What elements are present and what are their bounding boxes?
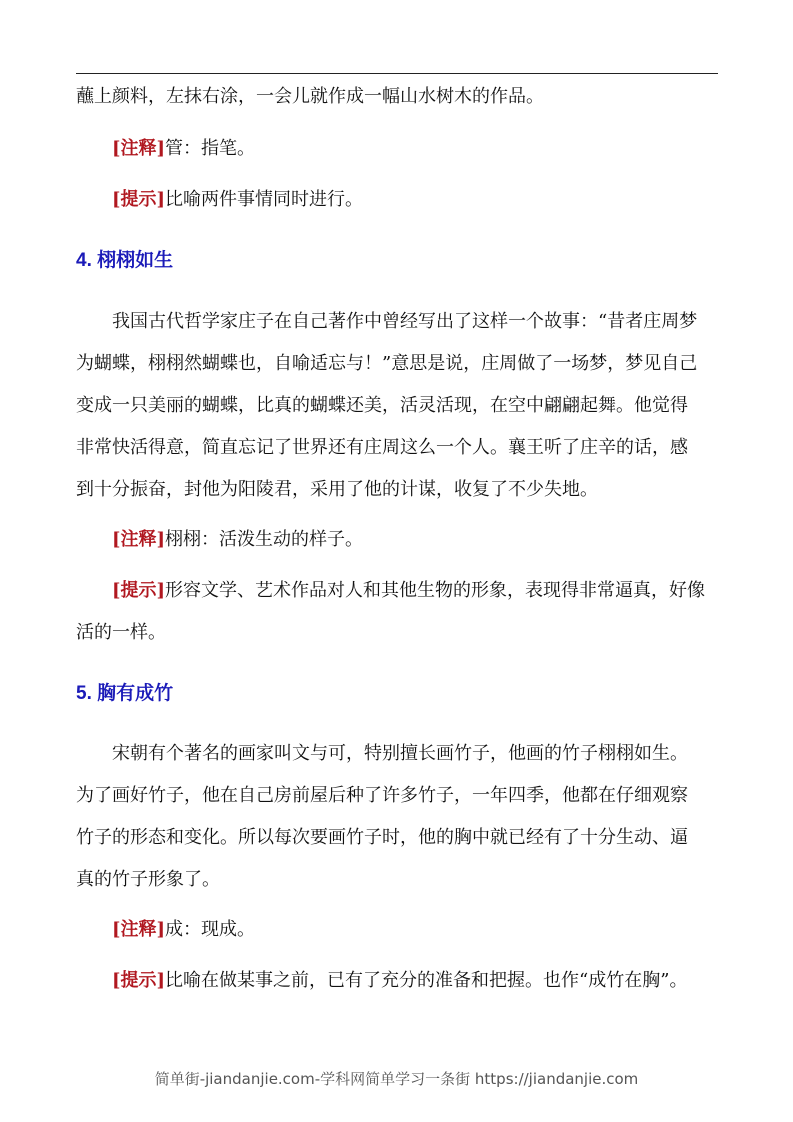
story-line: 真的竹子形象了。 <box>76 869 220 890</box>
hint-paragraph <box>112 969 772 993</box>
hint-tag: [提示] <box>112 580 166 601</box>
story-line: 我国古代哲学家庄子在自己著作中曾经写出了这样一个故事：“昔者庄周梦 <box>112 311 698 332</box>
story-line: 非常快活得意，简直忘记了世界还有庄周这么一个人。襄王听了庄辛的话，感 <box>76 437 688 458</box>
story-line: 变成一只美丽的蝴蝶，比真的蝴蝶还美，活灵活现，在空中翩翩起舞。他觉得 <box>76 395 688 416</box>
note-text: 管：指笔。 <box>165 138 256 159</box>
story-line: 到十分振奋，封他为阳陵君，采用了他的计谋，收复了不少失地。 <box>76 479 598 500</box>
hint-tag: [提示] <box>112 970 166 991</box>
hint-text: 比喻两件事情同时进行。 <box>165 189 364 210</box>
hint-paragraph <box>112 188 772 212</box>
hint-text: 形容文学、艺术作品对人和其他生物的形象，表现得非常逼真，好像 <box>165 580 706 601</box>
note-tag: [注释] <box>112 138 166 159</box>
hint-continuation: 活的一样。 <box>76 622 166 643</box>
header-rule <box>76 73 718 74</box>
hint-tag: [提示] <box>112 189 166 210</box>
hint-text: 比喻在做某事之前，已有了充分的准备和把握。也作“成竹在胸”。 <box>165 970 688 991</box>
hint-paragraph <box>112 579 772 603</box>
note-paragraph <box>112 528 772 552</box>
story-line: 为了画好竹子，他在自己房前屋后种了许多竹子，一年四季，他都在仔细观察 <box>76 785 688 806</box>
section-heading-5: 5. 胸有成竹 <box>76 683 174 704</box>
note-tag: [注释] <box>112 529 166 550</box>
story-line: 为蝴蝶，栩栩然蝴蝶也，自喻适忘与！”意思是说，庄周做了一场梦，梦见自己 <box>76 353 698 374</box>
section-heading-4: 4. 栩栩如生 <box>76 250 174 271</box>
carryover-line: 蘸上颜料，左抹右涂，一会儿就作成一幅山水树木的作品。 <box>76 86 544 107</box>
story-line: 宋朝有个著名的画家叫文与可，特别擅长画竹子，他画的竹子栩栩如生。 <box>112 743 688 764</box>
page-footer: 简单街-jiandanjie.com-学科网简单学习一条街 https://jiandanjie.com <box>154 1070 639 1088</box>
note-paragraph <box>112 918 772 942</box>
note-text: 成：现成。 <box>165 919 256 940</box>
note-tag: [注释] <box>112 919 166 940</box>
note-paragraph <box>112 137 772 161</box>
story-line: 竹子的形态和变化。所以每次要画竹子时，他的胸中就已经有了十分生动、逼 <box>76 827 688 848</box>
note-text: 栩栩：活泼生动的样子。 <box>165 529 364 550</box>
